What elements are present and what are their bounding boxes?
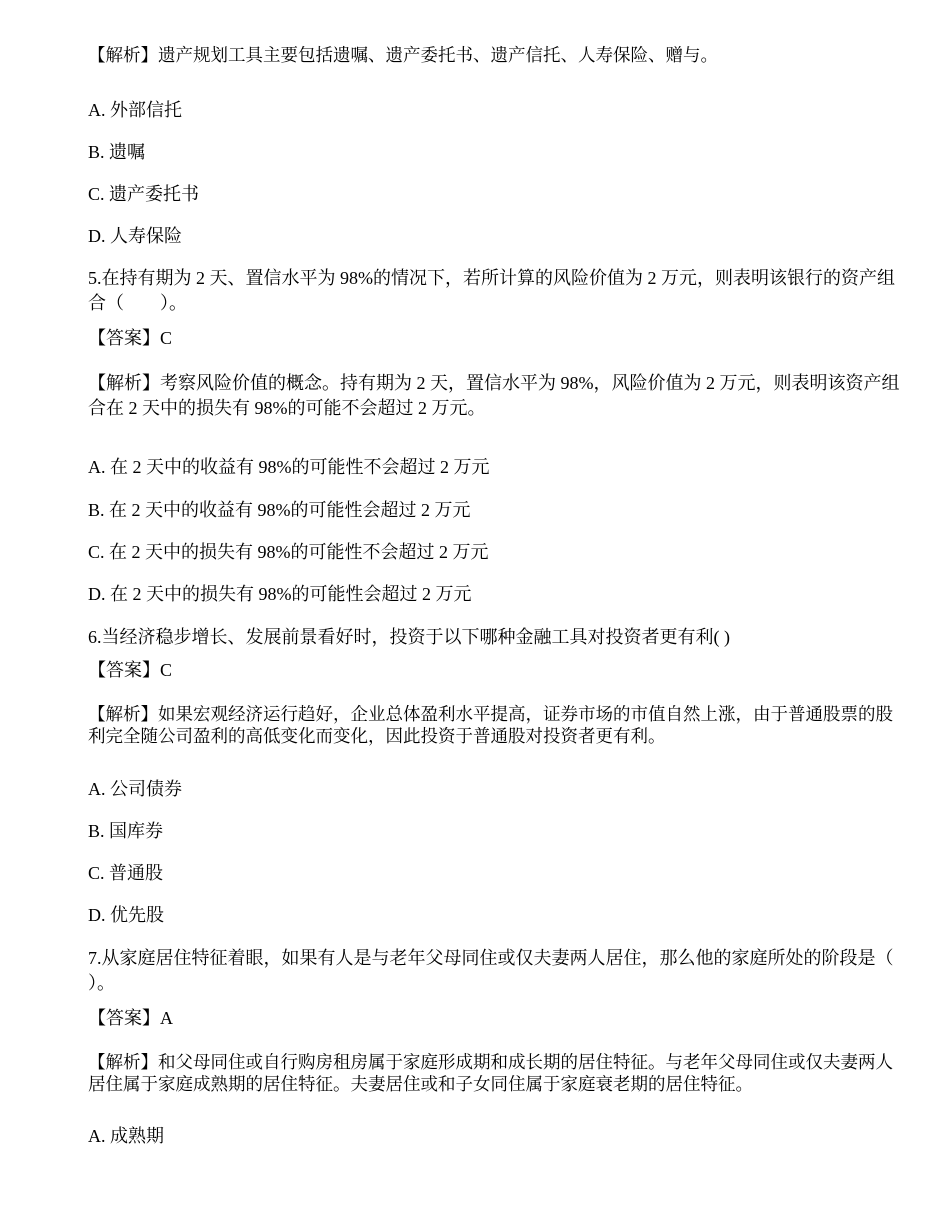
q6-answer: 【答案】C — [88, 660, 173, 680]
q5-option-d: D. 在 2 天中的损失有 98%的可能性会超过 2 万元 — [88, 584, 472, 604]
q4-analysis: 【解析】遗产规划工具主要包括遗嘱、遗产委托书、遗产信托、人寿保险、赠与。 — [88, 45, 718, 65]
q5-option-b: B. 在 2 天中的收益有 98%的可能性会超过 2 万元 — [88, 500, 471, 520]
q4-option-d: D. 人寿保险 — [88, 226, 182, 246]
q6-option-b: B. 国库券 — [88, 821, 164, 841]
q4-option-a: A. 外部信托 — [88, 100, 182, 120]
q6-option-d: D. 优先股 — [88, 905, 164, 925]
q5-answer: 【答案】C — [88, 328, 173, 348]
q5-option-a: A. 在 2 天中的收益有 98%的可能性不会超过 2 万元 — [88, 457, 490, 477]
q6-option-a: A. 公司债券 — [88, 779, 182, 799]
q5-option-c: C. 在 2 天中的损失有 98%的可能性不会超过 2 万元 — [88, 542, 489, 562]
q6-question: 6.当经济稳步增长、发展前景看好时，投资于以下哪种金融工具对投资者更有利( ) — [88, 627, 730, 647]
q5-analysis: 【解析】考察风险价值的概念。持有期为 2 天，置信水平为 98%，风险价值为 2 万元，则表明该资产组合在 2 天中的损失有 98%的可能不会超过 2 万元。 — [88, 373, 900, 418]
q7-option-a: A. 成熟期 — [88, 1126, 164, 1146]
q4-option-b: B. 遗嘱 — [88, 142, 146, 162]
q6-option-c: C. 普通股 — [88, 863, 164, 883]
q6-analysis: 【解析】如果宏观经济运行趋好，企业总体盈利水平提高，证券市场的市值自然上涨，由于普通股票的股利完全随公司盈利的高低变化而变化，因此投资于普通股对投资者更有利。 — [88, 704, 893, 746]
q7-answer: 【答案】A — [88, 1008, 173, 1028]
q4-option-c: C. 遗产委托书 — [88, 184, 200, 204]
q5-question: 5.在持有期为 2 天、置信水平为 98%的情况下，若所计算的风险价值为 2 万元，则表明该银行的资产组合（ ）。 — [88, 268, 895, 313]
q7-analysis: 【解析】和父母同住或自行购房租房属于家庭形成期和成长期的居住特征。与老年父母同住或仅夫妻两人居住属于家庭成熟期的居住特征。夫妻居住或和子女同住属于家庭衰老期的居住特征。 — [88, 1052, 893, 1094]
q7-question: 7.从家庭居住特征着眼，如果有人是与老年父母同住或仅夫妻两人居住，那么他的家庭所处的阶段是（ ）。 — [88, 948, 930, 993]
